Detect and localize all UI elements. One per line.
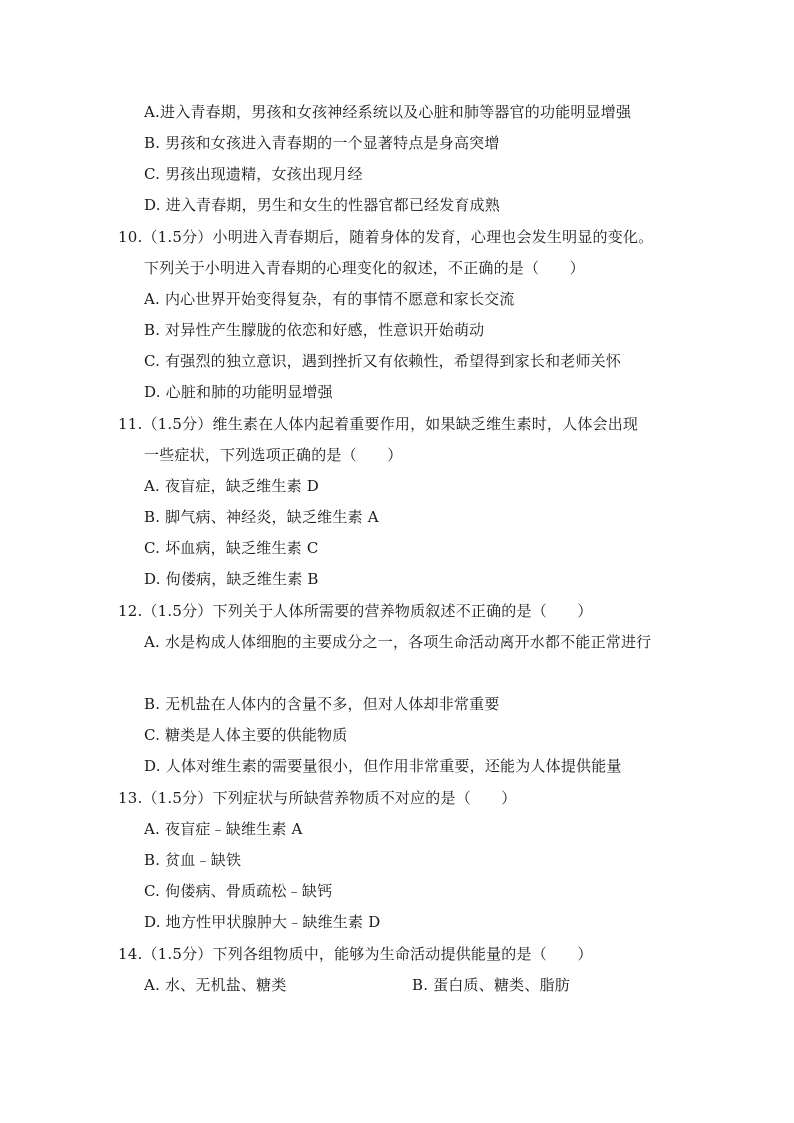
q13-option-c: C. 佝偻病、骨质疏松﹣缺钙 xyxy=(144,882,333,900)
q12-stem-line1: 12.（1.5分）下列关于人体所需要的营养物质叙述不正确的是（ ） xyxy=(118,602,593,620)
q13-option-d: D. 地方性甲状腺肿大﹣缺维生素 D xyxy=(144,913,381,931)
q10-option-c: C. 有强烈的独立意识，遇到挫折又有依赖性，希望得到家长和老师关怀 xyxy=(144,352,622,370)
q14-stem-line1: 14.（1.5分）下列各组物质中，能够为生命活动提供能量的是（ ） xyxy=(118,945,593,963)
q9-option-b: B. 男孩和女孩进入青春期的一个显著特点是身高突增 xyxy=(144,134,500,152)
q9-option-a: A.进入青春期，男孩和女孩神经系统以及心脏和肺等器官的功能明显增强 xyxy=(144,103,632,121)
q14-option-b: B. 蛋白质、糖类、脂肪 xyxy=(412,976,570,994)
q9-option-c: C. 男孩出现遗精，女孩出现月经 xyxy=(144,165,363,183)
q11-option-c: C. 坏血病，缺乏维生素 C xyxy=(144,539,319,557)
q13-option-a: A. 夜盲症﹣缺维生素 A xyxy=(144,820,303,838)
q10-option-a: A. 内心世界开始变得复杂，有的事情不愿意和家长交流 xyxy=(144,290,515,308)
q12-option-d: D. 人体对维生素的需要量很小，但作用非常重要，还能为人体提供能量 xyxy=(144,757,622,775)
q10-option-b: B. 对异性产生朦胧的依恋和好感，性意识开始萌动 xyxy=(144,321,485,339)
q13-option-b: B. 贫血﹣缺铁 xyxy=(144,851,242,869)
q9-option-d: D. 进入青春期，男生和女生的性器官都已经发育成熟 xyxy=(144,196,501,214)
q12-option-c: C. 糖类是人体主要的供能物质 xyxy=(144,726,348,744)
q10-option-d: D. 心脏和肺的功能明显增强 xyxy=(144,383,333,401)
q11-option-d: D. 佝偻病，缺乏维生素 B xyxy=(144,570,319,588)
q11-stem-line2: 一些症状，下列选项正确的是（ ） xyxy=(144,446,403,464)
q11-stem-line1: 11.（1.5分）维生素在人体内起着重要作用，如果缺乏维生素时，人体会出现 xyxy=(118,415,639,433)
q12-option-a: A. 水是构成人体细胞的主要成分之一，各项生命活动离开水都不能正常进行 xyxy=(144,633,652,651)
q14-option-a: A. 水、无机盐、糖类 xyxy=(144,976,287,994)
q11-option-b: B. 脚气病、神经炎，缺乏维生素 A xyxy=(144,508,379,526)
q12-option-b: B. 无机盐在人体内的含量不多，但对人体却非常重要 xyxy=(144,695,500,713)
q13-stem-line1: 13.（1.5分）下列症状与所缺营养物质不对应的是（ ） xyxy=(118,789,517,807)
q11-option-a: A. 夜盲症，缺乏维生素 D xyxy=(144,477,319,495)
q10-stem-line2: 下列关于小明进入青春期的心理变化的叙述，不正确的是（ ） xyxy=(144,259,585,277)
q10-stem-line1: 10.（1.5分）小明进入青春期后，随着身体的发育，心理也会发生明显的变化。 xyxy=(118,228,654,246)
